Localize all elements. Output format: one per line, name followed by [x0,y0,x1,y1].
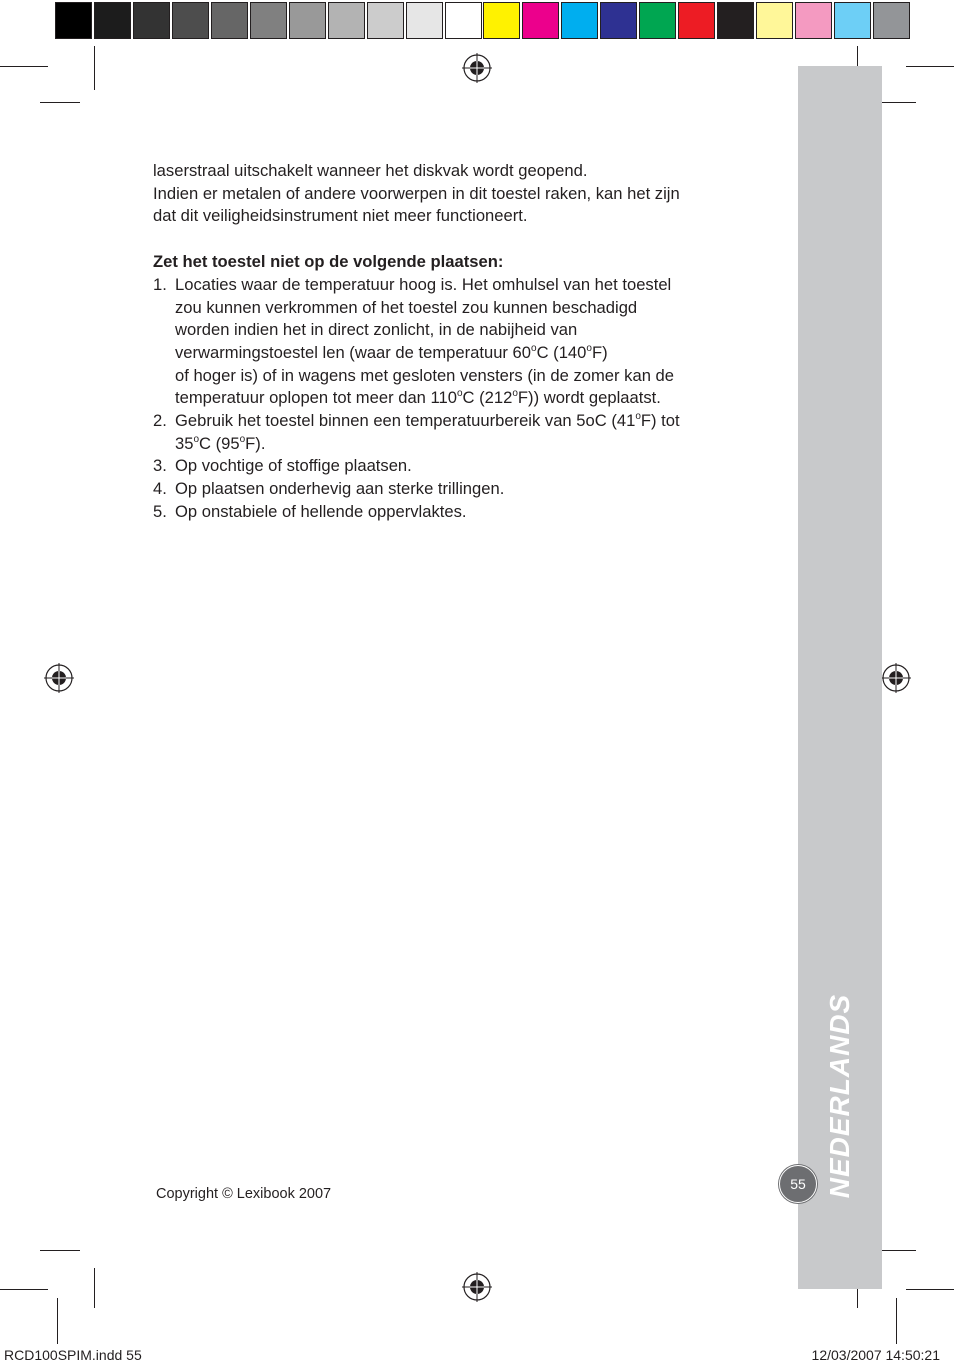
color-swatch [172,2,209,39]
crop-mark [876,1250,916,1251]
color-calibration-bar [483,2,912,39]
list-number: 1. [153,274,167,294]
color-swatch [445,2,482,39]
list-number: 2. [153,411,167,431]
language-side-label-wrap [798,66,882,1289]
crop-mark [94,46,95,90]
copyright-notice: Copyright © Lexibook 2007 [156,1186,332,1202]
degree-symbol: o [239,433,246,445]
color-swatch [211,2,248,39]
registration-mark-icon [881,663,911,693]
color-swatch [717,2,754,39]
crop-mark [896,1298,897,1344]
crop-mark [0,1289,48,1290]
color-swatch [367,2,404,39]
crop-mark [40,102,80,103]
color-swatch [561,2,598,39]
crop-mark [94,1268,95,1308]
list-item: 2. Gebruik het toestel binnen een temperatuurbereik van 5oC (41$^o$F) tot 35$^o$C (95$^o$F). [153,411,680,453]
grayscale-calibration-bar [55,2,484,39]
color-swatch [94,2,131,39]
intro-line: laserstraal uitschakelt wanneer het diskvak wordt geopend. [153,161,588,180]
placement-warning-list [153,274,763,524]
color-swatch [328,2,365,39]
registration-mark-icon [462,1272,492,1302]
color-swatch [756,2,793,39]
list-number: 4. [153,479,167,499]
crop-mark [0,66,48,67]
manual-body-text [153,160,763,524]
color-swatch [483,2,520,39]
print-slug-filename: RCD100SPIM.indd 55 [4,1347,142,1363]
color-swatch [834,2,871,39]
crop-mark [906,1289,954,1290]
color-swatch [522,2,559,39]
color-swatch [873,2,910,39]
section-heading: Zet het toestel niet op de volgende plaatsen: [153,252,504,272]
list-item: 1. Locaties waar de temperatuur hoog is. Het omhulsel van het toestel zou kunnen verkrommen of het toestel zou kunnen beschadigd worden indien het in direct zonlicht, in de nabijheid van verwarmingstoestel len (waar de temperatuur 60$^o$C (140$^o$F) of hoger is) of in wagens met gesloten vensters (in de zomer kan de temperatuur oplopen tot meer dan 110$^o$C (212$^o$F)) wordt geplaatst. [153,274,674,408]
intro-line: dat dit veiligheidsinstrument niet meer functioneert. [153,206,528,226]
color-swatch [406,2,443,39]
crop-mark [40,1250,80,1251]
color-swatch [250,2,287,39]
degree-symbol: o [635,411,641,423]
color-swatch [55,2,92,39]
registration-mark-icon [44,663,74,693]
color-swatch [795,2,832,39]
list-item: 3. Op vochtige of stoffige plaatsen. [153,455,763,478]
color-swatch [133,2,170,39]
color-swatch [678,2,715,39]
color-swatch [639,2,676,39]
degree-symbol: o [586,342,592,354]
degree-symbol: o [193,433,200,445]
crop-mark [906,66,954,67]
color-swatch [600,2,637,39]
crop-mark [57,1298,58,1344]
print-slug-timestamp: 12/03/2007 14:50:21 [811,1347,940,1363]
registration-mark-icon [462,53,492,83]
degree-symbol: o [456,388,463,400]
degree-symbol: o [512,388,518,400]
crop-mark [876,102,916,103]
list-number: 5. [153,501,167,521]
page-number-badge: 55 [779,1165,817,1203]
list-number: 3. [153,456,167,476]
list-item: 5. Op onstabiele of hellende oppervlaktes. [153,501,763,524]
color-swatch [289,2,326,39]
list-item: 4. Op plaatsen onderhevig aan sterke trillingen. [153,478,763,501]
language-label: NEDERLANDS [824,993,855,1199]
degree-symbol: o [531,342,537,354]
intro-line: Indien er metalen of andere voorwerpen in dit toestel raken, kan het zijn [153,183,680,203]
